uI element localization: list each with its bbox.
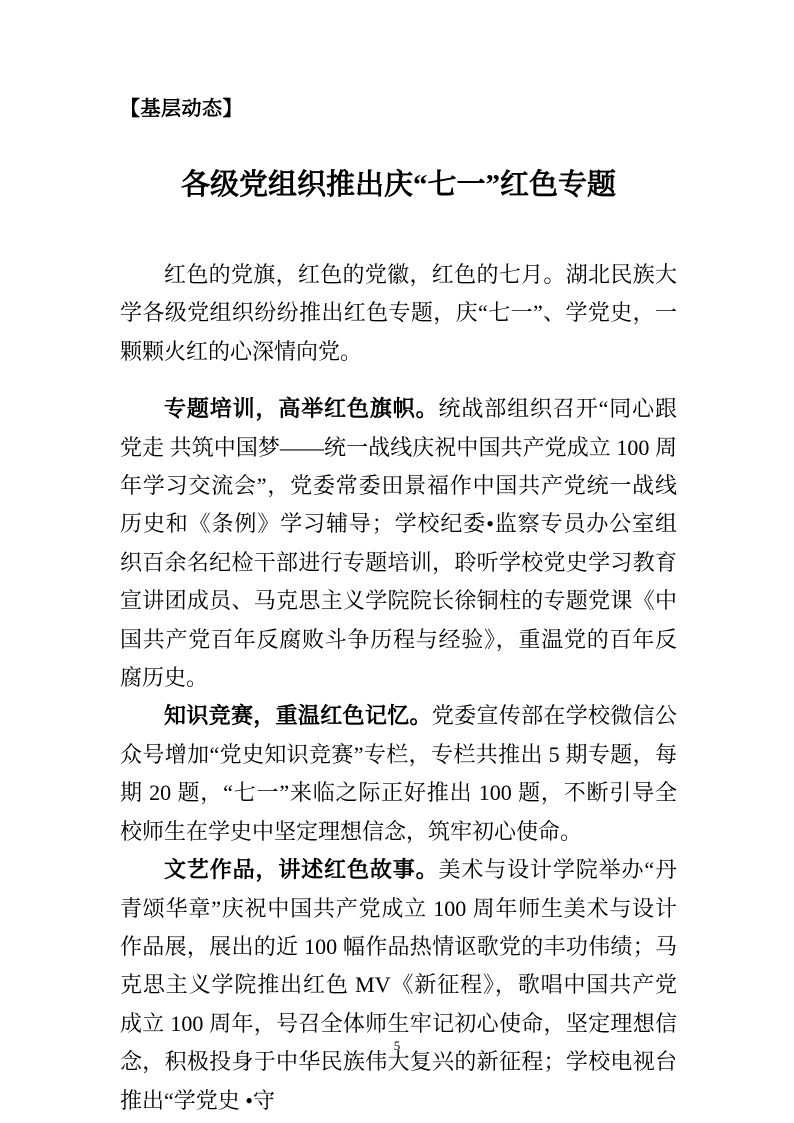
- paragraph-artworks: [120, 851, 677, 1120]
- page-number: 5: [393, 1038, 401, 1053]
- paragraph-text: 美术与设计学院举办“丹青颂华章”庆祝中国共产党成立 100 周年师生美术与设计作品展，展出的近 100 幅作品热情讴歌党的丰功伟绩；马克思主义学院推出红色 MV《新征程》，歌唱中国共产党成立 100 周年，号召全体师生牢记初心使命，坚定理想信念，积极投身于中华民族伟大复兴的新征程；学校电视台推出“学党史 •守: [120, 857, 677, 1113]
- section-header: 【基层动态】: [120, 98, 243, 120]
- paragraph-quiz: [120, 697, 677, 851]
- paragraph-lead: 专题培训，高举红色旗帜。: [164, 396, 439, 422]
- paragraph-text: 红色的党旗，红色的党徽，红色的七月。湖北民族大学各级党组织纷纷推出红色专题，庆“七一”、学党史，一颗颗火红的心深情向党。: [120, 262, 677, 364]
- paragraph-text: 统战部组织召开“同心跟党走 共筑中国梦——统一战线庆祝中国共产党成立 100 周年学习交流会”，党委常委田景福作中国共产党统一战线历史和《条例》学习辅导；学校纪委•监察专员办公室组织百余名纪检干部进行专题培训，聆听学校党史学习教育宣讲团成员、马克思主义学院院长徐铜柱的专题党课《中国共产党百年反腐败斗争历程与经验》，重温党的百年反腐历史。: [120, 396, 677, 691]
- article-title: 各级党组织推出庆“七一”红色专题: [180, 169, 616, 201]
- paragraph-text: 党委宣传部在学校微信公众号增加“党史知识竞赛”专栏，专栏共推出 5 期专题，每期 20 题，“七一”来临之际正好推出 100 题，不断引导全校师生在学史中坚定理想信念，筑牢初心使命。: [120, 703, 677, 844]
- paragraph-training: [120, 390, 677, 697]
- paragraph-intro: [120, 256, 677, 371]
- paragraph-lead: 知识竞赛，重温红色记忆。: [164, 703, 432, 729]
- page-content: [120, 0, 677, 1120]
- article-body: [120, 256, 677, 1120]
- paragraph-lead: 文艺作品，讲述红色故事。: [164, 857, 439, 883]
